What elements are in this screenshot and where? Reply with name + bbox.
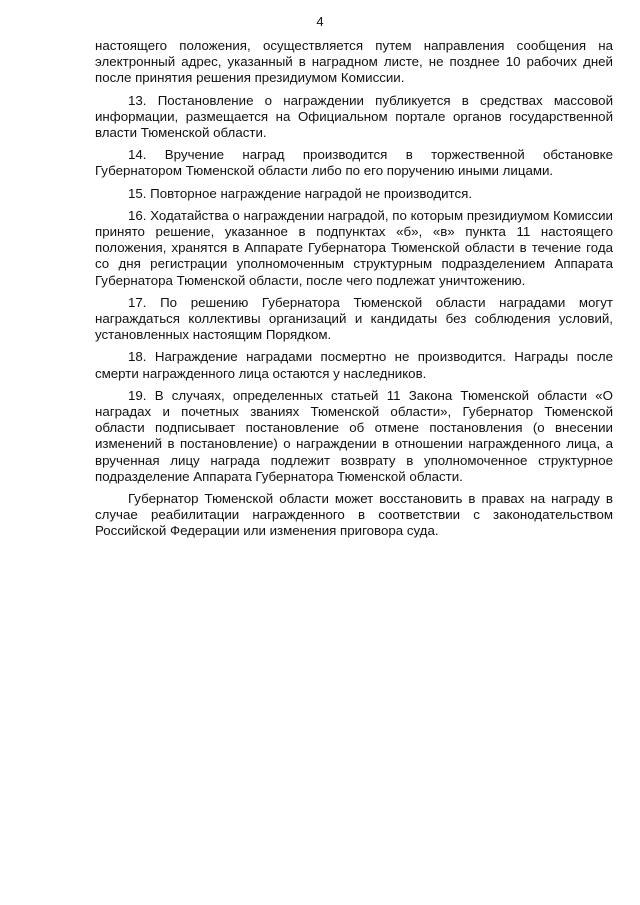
paragraph-13: 13. Постановление о награждении публикуется в средствах массовой информации, размещается на Официальном портале органов государственной власти Тюменской области.: [95, 92, 613, 141]
paragraph-15: 15. Повторное награждение наградой не производится.: [128, 185, 473, 201]
paragraph-19: 19. В случаях, определенных статьей 11 Закона Тюменской области «О наградах и почетных званиях Тюменской области», Губернатор Тюменской области подписывает постановление об отмене постановления (о внесении изменений в постановление) о награждении в отношении награжденного лица, а врученная лицу награда подлежит возврату в уполномоченное структурное подразделение Аппарата Губернатора Тюменской области.: [95, 387, 613, 484]
page-number: 4: [316, 14, 324, 29]
document-body: [95, 38, 613, 546]
paragraph-restoration: Губернатор Тюменской области может восстановить в правах на награду в случае реабилитации награжденного в соответствии с законодательством Российской Федерации или изменения приговора суда.: [95, 491, 613, 539]
paragraph-17: 17. По решению Губернатора Тюменской области наградами могут награждаться коллективы организаций и кандидаты без соблюдения условий, установленных настоящим Порядком.: [95, 294, 613, 343]
paragraph-16: 16. Ходатайства о награждении наградой, по которым президиумом Комиссии принято решение, указанное в подпунктах «б», «в» пункта 11 настоящего положения, хранятся в Аппарате Губернатора Тюменской области в течение года со дня регистрации уполномоченным структурным подразделением Аппарата Губернатора Тюменской области, после чего подлежат уничтожению.: [95, 207, 613, 288]
paragraph-continuation: настоящего положения, осуществляется путем направления сообщения на электронный адрес, указанный в наградном листе, не позднее 10 рабочих дней после принятия решения президиумом Комиссии.: [95, 38, 613, 86]
paragraph-18: 18. Награждение наградами посмертно не производится. Награды после смерти награжденного лица остаются у наследников.: [95, 349, 613, 381]
paragraph-14: 14. Вручение наград производится в торжественной обстановке Губернатором Тюменской области либо по его поручению иными лицами.: [95, 147, 613, 179]
